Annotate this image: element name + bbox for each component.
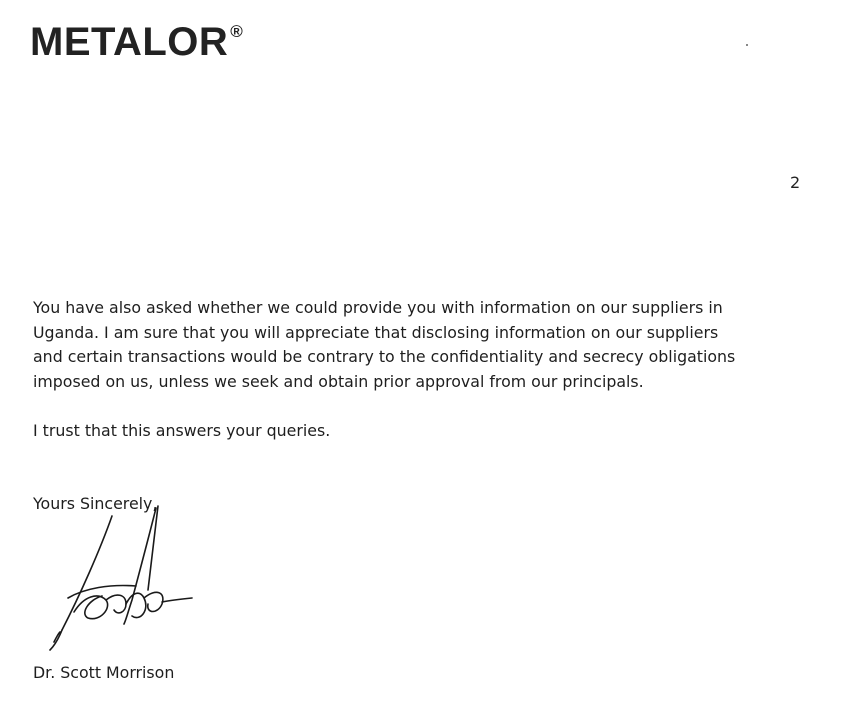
page-number: 2 [790,173,801,192]
body-paragraph [33,296,833,394]
paragraph-line: imposed on us, unless we seek and obtain prior approval from our principals. [33,371,644,391]
paragraph-line: You have also asked whether we could provide you with information on our suppliers in [33,298,723,317]
scan-speck [746,44,748,46]
paragraph-line: Uganda. I am sure that you will appreciate that disclosing information on our suppliers [33,322,719,342]
signer-name: Dr. Scott Morrison [33,663,175,682]
registered-trademark-icon: ® [230,22,244,41]
salutation: Yours Sincerely, [33,494,158,513]
handwritten-signature [40,500,210,660]
logo-text: METALOR [30,20,229,64]
metalor-logo [30,22,243,62]
closing-line: I trust that this answers your queries. [33,421,331,440]
paragraph-line: and certain transactions would be contrary to the confidentiality and secrecy obligations [33,347,736,366]
